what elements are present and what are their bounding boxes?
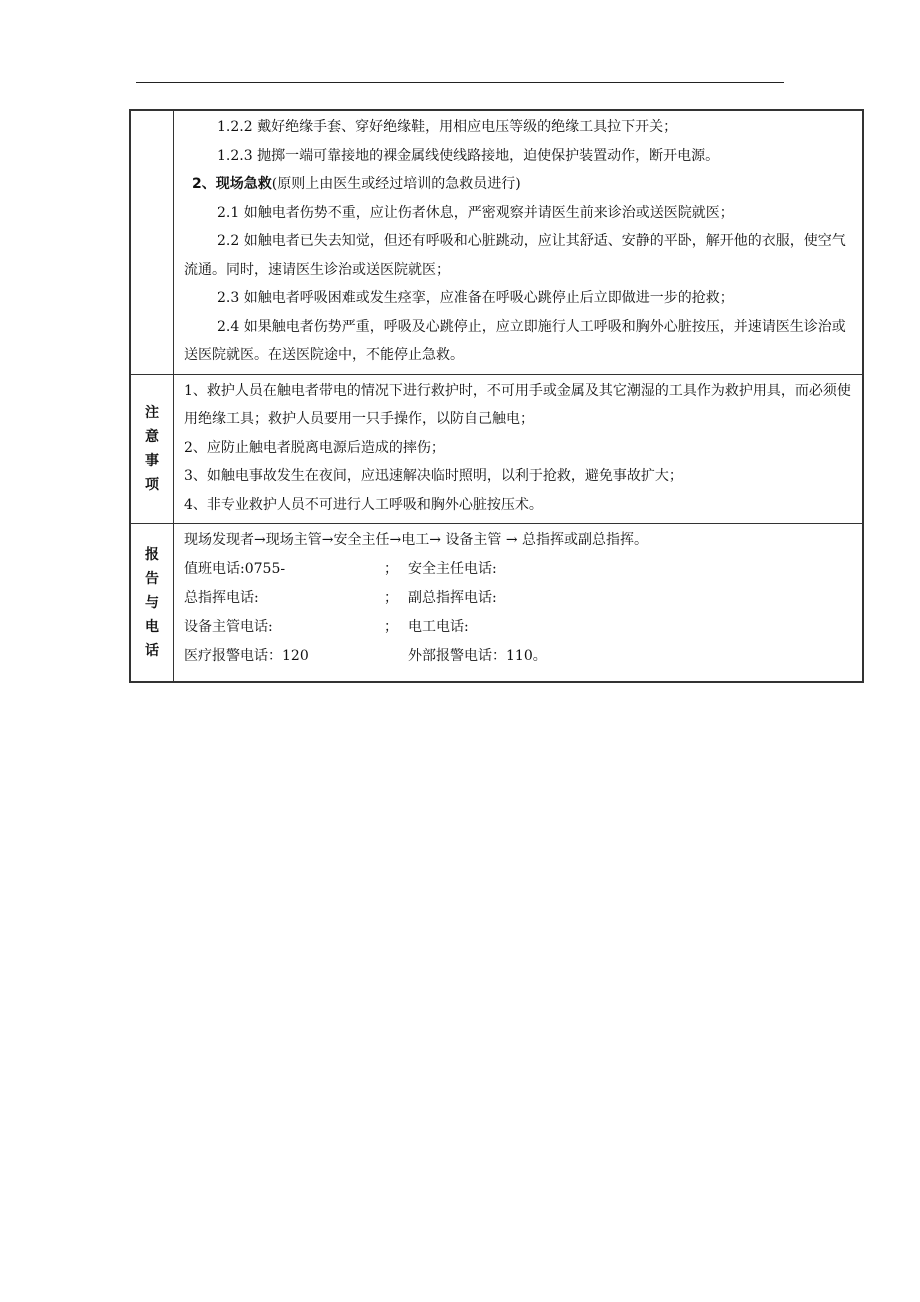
first-aid-heading-note: (原则上由医生或经过培训的急救员进行) <box>271 176 521 192</box>
rescue-content <box>174 110 864 374</box>
report-label-char: 话 <box>145 642 159 659</box>
notes-label <box>130 374 174 524</box>
notes-label-char: 注 <box>145 404 159 421</box>
safety-director-phone: 安全主任电话: <box>408 561 497 577</box>
report-label-char: 与 <box>145 594 159 611</box>
contact-row <box>184 584 854 613</box>
contact-separator: ； <box>384 561 398 577</box>
medical-emergency-phone: 医疗报警电话：120 <box>184 648 309 664</box>
report-label-char: 电 <box>145 618 159 635</box>
deputy-commander-phone: 副总指挥电话: <box>408 590 497 606</box>
external-alarm-phone: 外部报警电话：110。 <box>408 648 547 664</box>
report-label-char: 报 <box>145 546 159 563</box>
note-item-1: 1、救护人员在触电者带电的情况下进行救护时，不可用手或金属及其它潮湿的工具作为救护用具，而必须使用绝缘工具；救护人员要用一只手操作，以防自己触电； <box>184 382 851 427</box>
notes-label-char: 事 <box>145 452 159 469</box>
report-chain: 现场发现者→现场主管→安全主任→电工→ 设备主管 → 总指挥或副总指挥。 <box>184 532 649 548</box>
first-aid-heading-bold: 2、现场急救 <box>192 176 272 192</box>
rescue-step-1-2-3: 1.2.3 抛掷一端可靠接地的裸金属线使线路接地，迫使保护装置动作，断开电源。 <box>217 147 720 164</box>
report-row <box>130 524 863 683</box>
note-item-2: 2、应防止触电者脱离电源后造成的摔伤； <box>184 439 445 456</box>
first-aid-item-2-2: 2.2 如触电者已失去知觉，但还有呼吸和心脏跳动，应让其舒适、安静的平卧，解开他的衣服，使空气流通。同时，速请医生诊治或送医院就医； <box>184 233 846 278</box>
duty-phone: 值班电话:0755- <box>184 561 286 577</box>
contact-separator <box>384 642 408 671</box>
emergency-procedure-table <box>129 109 864 683</box>
commander-phone: 总指挥电话: <box>184 590 259 606</box>
contact-row <box>184 613 854 642</box>
note-item-3: 3、如触电事故发生在夜间，应迅速解决临时照明，以利于抢救，避免事故扩大； <box>184 468 683 484</box>
contact-row <box>184 555 854 584</box>
report-label <box>130 524 174 683</box>
note-item-4: 4、非专业救护人员不可进行人工呼吸和胸外心脏按压术。 <box>184 496 543 513</box>
report-label-char: 告 <box>145 570 159 587</box>
equipment-manager-phone: 设备主管电话: <box>184 619 273 635</box>
notes-label-char: 项 <box>145 476 159 493</box>
report-content <box>174 524 864 683</box>
rescue-label-cell <box>130 110 174 374</box>
contact-row <box>184 642 854 671</box>
notes-label-char: 意 <box>145 428 159 445</box>
first-aid-heading <box>184 170 854 199</box>
rescue-row <box>130 110 863 374</box>
contact-separator: ； <box>384 619 398 635</box>
first-aid-item-2-4: 2.4 如果触电者伤势严重，呼吸及心跳停止，应立即施行人工呼吸和胸外心脏按压，并速请医生诊治或送医院就医。在送医院途中，不能停止急救。 <box>184 318 846 363</box>
contact-separator: ； <box>384 590 398 606</box>
rescue-step-1-2-2: 1.2.2 戴好绝缘手套、穿好绝缘鞋，用相应电压等级的绝缘工具拉下开关； <box>217 119 678 135</box>
electrician-phone: 电工电话: <box>408 619 469 635</box>
header-rule <box>136 82 784 83</box>
first-aid-item-2-3: 2.3 如触电者呼吸困难或发生痉挛，应准备在呼吸心跳停止后立即做进一步的抢救； <box>217 290 734 306</box>
notes-row <box>130 374 863 524</box>
notes-content <box>174 374 864 524</box>
first-aid-item-2-1: 2.1 如触电者伤势不重，应让伤者休息，严密观察并请医生前来诊治或送医院就医； <box>217 204 734 221</box>
